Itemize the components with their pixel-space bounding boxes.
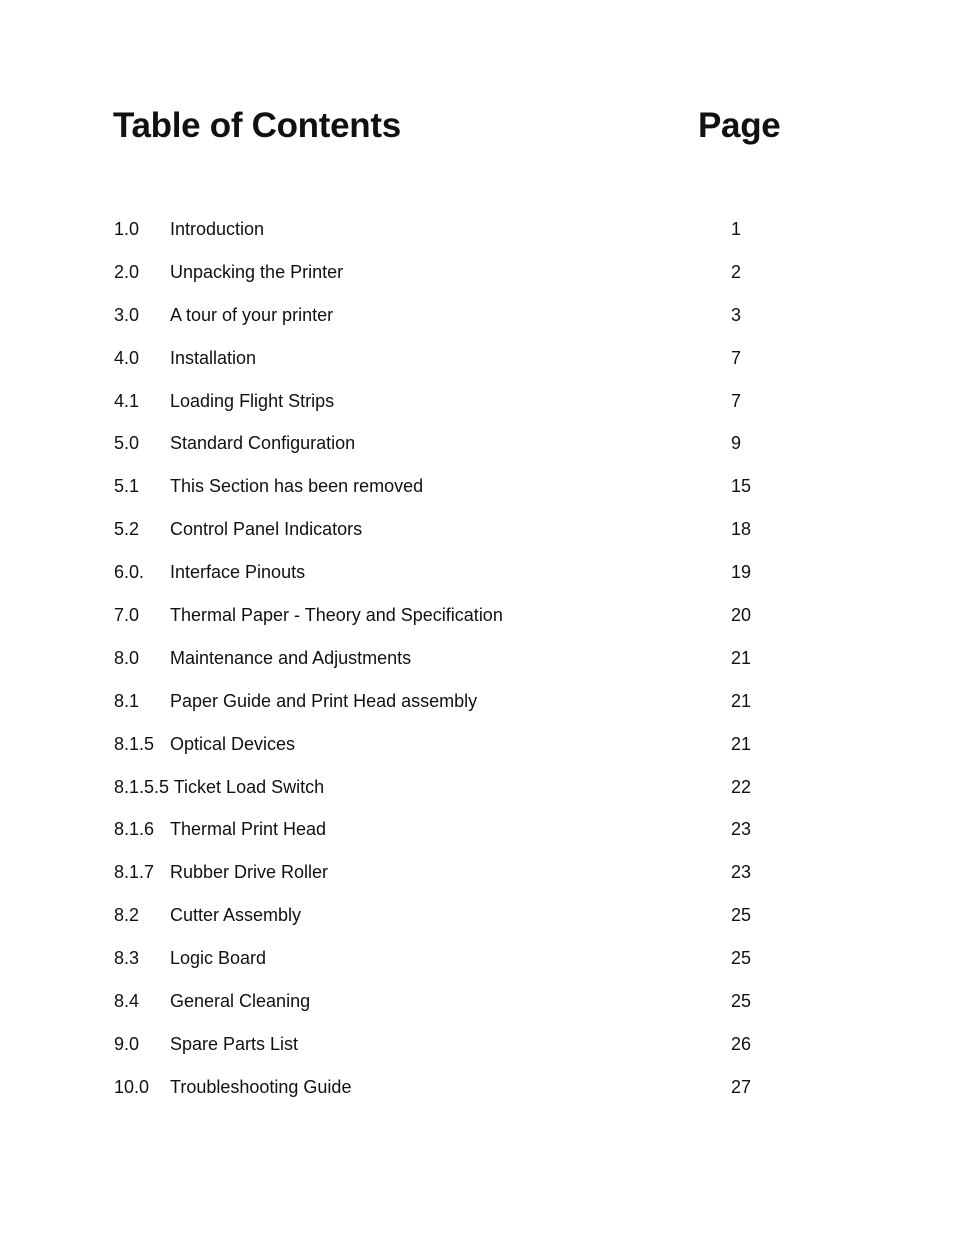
toc-section-title: Thermal Paper - Theory and Specification (170, 605, 503, 626)
toc-entry (0, 472, 954, 515)
toc-section-number: 8.1.5 (114, 733, 155, 754)
toc-entry (0, 215, 954, 258)
toc-entry (0, 258, 954, 301)
toc-page-number: 23 (731, 862, 752, 883)
toc-page-number: 20 (731, 605, 752, 626)
toc-section-title: A tour of your printer (170, 304, 334, 325)
toc-section-number: 8.1.5.5 Ticket Load Switch (114, 776, 325, 797)
toc-section-title: This Section has been removed (170, 476, 424, 497)
toc-entry (0, 1073, 954, 1116)
toc-section-number: 6.0. (114, 562, 145, 583)
toc-section-number: 8.4 (114, 991, 140, 1012)
toc-section-number: 5.2 (114, 519, 140, 540)
toc-entry (0, 387, 954, 430)
toc-page-number: 19 (731, 562, 752, 583)
toc-section-title: Interface Pinouts (170, 562, 306, 583)
toc-page-number: 9 (731, 433, 742, 454)
toc-entry (0, 773, 954, 816)
toc-page-number: 25 (731, 905, 752, 926)
toc-section-title: Control Panel Indicators (170, 519, 363, 540)
page-column-heading: Page (698, 106, 781, 145)
toc-section-number: 8.3 (114, 948, 140, 969)
toc-section-number: 5.1 (114, 476, 140, 497)
toc-page-number: 7 (731, 347, 742, 368)
toc-entry (0, 344, 954, 387)
toc-page-number: 25 (731, 948, 752, 969)
toc-entry (0, 687, 954, 730)
toc-page-number: 7 (731, 390, 742, 411)
toc-section-title: Loading Flight Strips (170, 390, 335, 411)
toc-section-number: 8.1 (114, 690, 140, 711)
toc-section-title: General Cleaning (170, 991, 311, 1012)
toc-section-number: 4.0 (114, 347, 140, 368)
toc-page-number: 22 (731, 776, 752, 797)
toc-section-title: Unpacking the Printer (170, 261, 344, 282)
toc-page-number: 18 (731, 519, 752, 540)
toc-page-number: 25 (731, 991, 752, 1012)
toc-page-number: 27 (731, 1076, 752, 1097)
toc-section-number: 10.0 (114, 1076, 150, 1097)
toc-page-number: 1 (731, 219, 742, 239)
toc-entry (0, 815, 954, 858)
toc-section-number: 8.1.6 (114, 819, 155, 840)
toc-section-title: Standard Configuration (170, 433, 356, 454)
toc-section-number: 9.0 (114, 1033, 140, 1054)
toc-section-number: 8.0 (114, 647, 140, 668)
page-title: Table of Contents (113, 106, 401, 145)
toc-section-title: Installation (170, 347, 257, 368)
table-of-contents (0, 215, 954, 1116)
toc-page-number: 3 (731, 304, 742, 325)
toc-entry (0, 944, 954, 987)
toc-page-number: 21 (731, 733, 752, 754)
toc-page-number: 21 (731, 647, 752, 668)
toc-section-title: Spare Parts List (170, 1033, 299, 1054)
toc-entry (0, 515, 954, 558)
toc-section-title: Maintenance and Adjustments (170, 647, 412, 668)
toc-entry (0, 1030, 954, 1073)
toc-section-number: 8.1.7 (114, 862, 155, 883)
toc-section-number: 5.0 (114, 433, 140, 454)
toc-section-number: 4.1 (114, 390, 140, 411)
toc-entry (0, 301, 954, 344)
toc-entry (0, 858, 954, 901)
toc-page-number: 15 (731, 476, 752, 497)
toc-section-number: 7.0 (114, 605, 140, 626)
toc-section-title: Logic Board (170, 948, 267, 969)
toc-entry (0, 429, 954, 472)
toc-page-number: 23 (731, 819, 752, 840)
toc-entry (0, 987, 954, 1030)
toc-section-number: 3.0 (114, 304, 140, 325)
toc-section-title: Paper Guide and Print Head assembly (170, 690, 478, 711)
toc-entry (0, 644, 954, 687)
toc-section-title: Thermal Print Head (170, 819, 327, 840)
toc-section-number: 1.0 (114, 219, 140, 239)
toc-entry (0, 558, 954, 601)
toc-entry (0, 901, 954, 944)
toc-section-title: Introduction (170, 219, 265, 239)
toc-page-number: 26 (731, 1033, 752, 1054)
toc-section-number: 8.2 (114, 905, 140, 926)
toc-section-title: Cutter Assembly (170, 905, 302, 926)
toc-section-title: Rubber Drive Roller (170, 862, 329, 883)
toc-entry (0, 601, 954, 644)
toc-page-number: 2 (731, 261, 742, 282)
toc-section-title: Troubleshooting Guide (170, 1076, 352, 1097)
toc-section-title: Optical Devices (170, 733, 296, 754)
toc-section-number: 2.0 (114, 261, 140, 282)
toc-entry (0, 730, 954, 773)
toc-page-number: 21 (731, 690, 752, 711)
